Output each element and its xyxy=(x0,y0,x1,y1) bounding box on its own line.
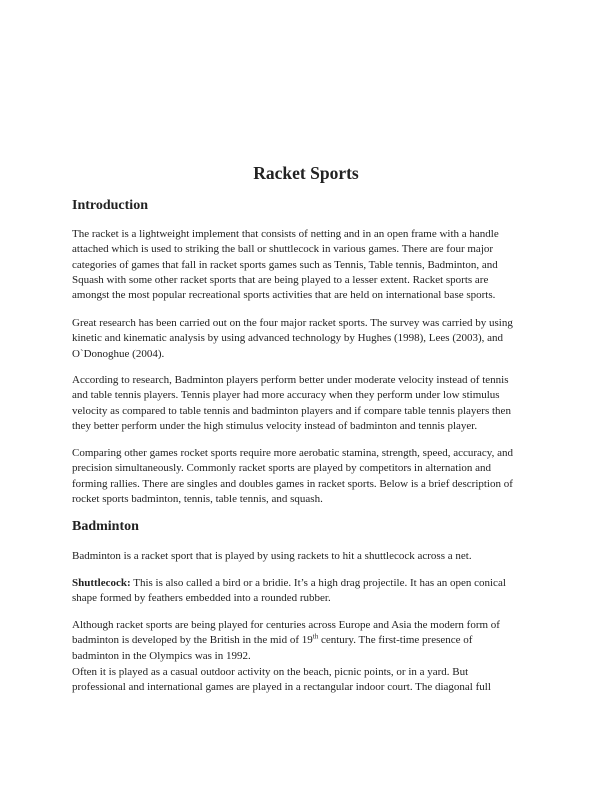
text-line: Comparing other games rocket sports require more aerobatic stamina, strength, speed, accuracy, and xyxy=(72,447,513,459)
badminton-paragraph-history xyxy=(72,618,500,664)
text-line: they better perform under the high stimulus velocity instead of badminton and tennis player. xyxy=(72,419,478,432)
text-line: shape formed by feathers embedded into a rounded rubber. xyxy=(72,592,331,605)
badminton-paragraph-1 xyxy=(72,549,472,564)
text-line: amongst the most popular recreational sports activities that are held on international base sports. xyxy=(72,289,496,302)
text-line: velocity as compared to table tennis and badminton players and if compare table tennis players then xyxy=(72,404,511,417)
text-line xyxy=(72,633,500,648)
intro-paragraph-3 xyxy=(72,373,511,434)
intro-paragraph-4 xyxy=(72,446,513,507)
badminton-paragraph-shuttlecock xyxy=(72,576,506,607)
text-span: This is also called a bird or a bridie. It’s a high drag projectile. It has an open conical xyxy=(130,577,506,589)
text-line: Although racket sports are being played for centuries across Europe and Asia the modern form of xyxy=(72,619,500,631)
text-line: According to research, Badminton players perform better under moderate velocity instead of tennis xyxy=(72,374,509,386)
document-title: Racket Sports xyxy=(253,163,359,183)
shuttlecock-label: Shuttlecock: xyxy=(72,577,131,589)
text-line: and table tennis players. Tennis player had more accuracy when they perform under low stimulus xyxy=(72,389,500,402)
text-line: kinetic and kinematic analysis by using advanced technology by Hughes (1998), Lees (2003), and xyxy=(72,332,504,345)
text-line: Badminton is a racket sport that is played by using rackets to hit a shuttlecock across a net. xyxy=(72,550,472,562)
badminton-paragraph-court xyxy=(72,665,491,696)
text-line: badminton in the Olympics was in 1992. xyxy=(72,649,251,662)
text-line: categories of games that fall in racket sports games such as Tennis, Table tennis, Badminton, and xyxy=(72,258,498,271)
text-span: badminton is developed by the British in the mid of 19 xyxy=(72,634,313,647)
heading-introduction: Introduction xyxy=(72,198,148,213)
text-line: The racket is a lightweight implement that consists of netting and in an open frame with a handle xyxy=(72,228,499,240)
text-line: rocket sports badminton, tennis, table tennis, and squash. xyxy=(72,492,323,505)
heading-badminton: Badminton xyxy=(72,519,139,534)
intro-paragraph-1 xyxy=(72,227,499,303)
superscript: th xyxy=(312,632,319,641)
intro-paragraph-2 xyxy=(72,316,513,362)
text-span: century. The first-time presence of xyxy=(318,634,473,647)
text-line: Squash with some other racket sports that are being played to a lesser extent. Racket sports are xyxy=(72,273,489,286)
text-line: forming rallies. There are singles and doubles games in racket sports. Below is a brief description of xyxy=(72,477,513,490)
text-line: precision simultaneously. Commonly racket sports are played by competitors in alternation and xyxy=(72,462,492,475)
text-line: attached which is used to striking the ball or shuttlecock in various games. There are four major xyxy=(72,243,494,256)
text-line xyxy=(72,576,506,591)
text-line: O`Donoghue (2004). xyxy=(72,347,165,360)
text-line: Often it is played as a casual outdoor activity on the beach, picnic points, or in a yard. But xyxy=(72,666,469,678)
text-line: Great research has been carried out on the four major racket sports. The survey was carried by using xyxy=(72,317,513,329)
text-line: professional and international games are played in a rectangular indoor court. The diagonal full xyxy=(72,681,491,694)
